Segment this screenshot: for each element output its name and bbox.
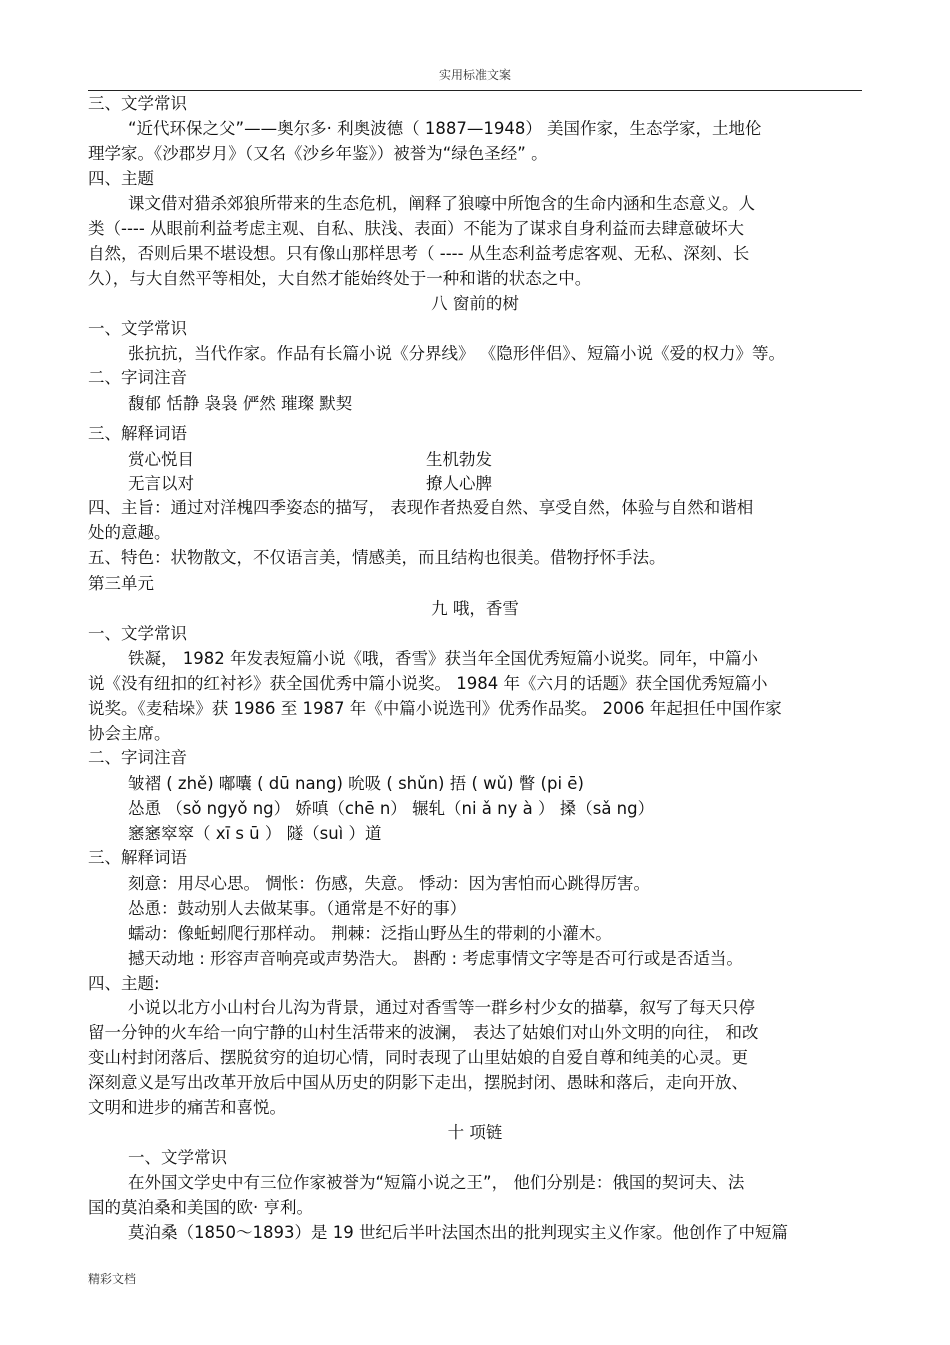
paragraph-line: 四、主旨：通过对洋槐四季姿态的描写， 表现作者热爱自然、享受自然，体验与自然和谐相 [88,498,754,517]
vocabulary-term: 生机勃发 [426,450,492,469]
paragraph-line: 理学家。《沙郡岁月》（又名《沙乡年鉴》）被誉为“绿色圣经” 。 [88,144,548,163]
vocabulary-term: 无言以对 [128,474,194,493]
paragraph-line: 说《没有纽扣的红衬衫》获全国优秀中篇小说奖。 1984 年《六月的话题》获全国优秀短篇小 [88,674,768,693]
paragraph-line: 在外国文学史中有三位作家被誉为“短篇小说之王”， 他们分别是：俄国的契诃夫、法 [128,1173,745,1192]
paragraph-line: 深刻意义是写出改革开放后中国从历史的阴影下走出，摆脱封闭、愚昧和落后，走向开放、 [88,1073,748,1092]
vocabulary-term: 赏心悦目 [128,450,194,469]
section-heading: 二、字词注音 [88,748,187,767]
definition-line: 怂恿：鼓动别人去做某事。（通常是不好的事） [128,899,467,918]
paragraph-line: 留一分钟的火车给一向宁静的山村生活带来的波澜， 表达了姑娘们对山外文明的向往， 和改 [88,1023,759,1042]
paragraph-line: 小说以北方小山村台儿沟为背景，通过对香雪等一群乡村少女的描摹，叙写了每天只停 [128,998,755,1017]
header-rule [88,90,862,91]
section-heading: 三、解释词语 [88,424,187,443]
page-footer: 精彩文档 [88,1272,137,1286]
paragraph-line: 文明和进步的痛苦和喜悦。 [88,1098,286,1117]
vocabulary-term: 撩人心脾 [426,474,492,493]
lesson-title: 十 项链 [447,1123,503,1142]
definition-line: 蠕动：像蚯蚓爬行那样动。 荆棘：泛指山野丛生的带刺的小灌木。 [128,924,612,943]
vocabulary-line: 馥郁 恬静 袅袅 俨然 璀璨 默契 [128,394,353,413]
paragraph-line: 处的意趣。 [88,523,171,542]
pinyin-line: 怂恿 （sǒ ngyǒ ng） 娇嗔（chē n） 辗轧（ni ǎ ny à ） 搡（sǎ ng） [128,799,655,818]
definition-line: 刻意：用尽心思。 惆怅：伤感，失意。 悸动：因为害怕而心跳得厉害。 [128,874,650,893]
section-heading: 一、文学常识 [88,624,187,643]
section-heading: 三、解释词语 [88,848,187,867]
definition-line: 撼天动地 : 形容声音响亮或声势浩大。 斟酌 : 考虑事情文字等是否可行或是否适当。 [128,949,743,968]
unit-heading: 第三单元 [88,574,154,593]
paragraph-line: 张抗抗，当代作家。作品有长篇小说《分界线》 《隐形伴侣》、短篇小说《爱的权力》等。 [128,344,785,363]
pinyin-line: 窸窸窣窣（ xī s ū ） 隧（suì ）道 [128,824,382,843]
paragraph-line: 类（---- 从眼前利益考虑主观、自私、肤浅、表面）不能为了谋求自身利益而去肆意破坏大 [88,219,745,238]
section-heading: 一、文学常识 [128,1148,227,1167]
paragraph-line: 铁凝， 1982 年发表短篇小说《哦，香雪》获当年全国优秀短篇小说奖。同年，中篇小 [128,649,758,668]
paragraph-line: 说奖。《麦秸垛》获 1986 至 1987 年《中篇小说选刊》优秀作品奖。 2006 年起担任中国作家 [88,699,782,718]
paragraph-line: 国的莫泊桑和美国的欧· 亨利。 [88,1198,313,1217]
paragraph-line: 课文借对猎杀郊狼所带来的生态危机，阐释了狼嚎中所饱含的生命内涵和生态意义。人 [128,194,755,213]
paragraph-line: 协会主席。 [88,724,171,743]
paragraph-line: 莫泊桑（1850～1893）是 19 世纪后半叶法国杰出的批判现实主义作家。他创作了中短篇 [128,1223,788,1242]
paragraph-line: “近代环保之父”——奥尔多· 利奥波德（ 1887—1948） 美国作家，生态学家，土地伦 [128,119,762,138]
lesson-title: 八 窗前的树 [431,294,519,313]
page-header: 实用标准文案 [438,68,511,82]
pinyin-line: 皱褶 ( zhě) 嘟囔 ( dū nang) 吮吸 ( shǔn) 捂 ( wǔ) 瞥 (pi ē) [128,774,584,793]
section-heading: 一、文学常识 [88,319,187,338]
paragraph-line: 变山村封闭落后、摆脱贫穷的迫切心情，同时表现了山里姑娘的自爱自尊和纯美的心灵。更 [88,1048,748,1067]
section-heading: 四、主题: [88,974,160,993]
section-heading: 四、主题 [88,169,154,188]
section-heading: 二、字词注音 [88,368,187,387]
paragraph-line: 自然，否则后果不堪设想。只有像山那样思考（ ---- 从生态利益考虑客观、无私、深刻、长 [88,244,750,263]
paragraph-line: 久），与大自然平等相处，大自然才能始终处于一种和谐的状态之中。 [88,269,592,288]
lesson-title: 九 哦，香雪 [431,599,519,618]
section-heading: 三、文学常识 [88,94,187,113]
paragraph-line: 五、特色：状物散文，不仅语言美，情感美，而且结构也很美。借物抒怀手法。 [88,548,666,567]
